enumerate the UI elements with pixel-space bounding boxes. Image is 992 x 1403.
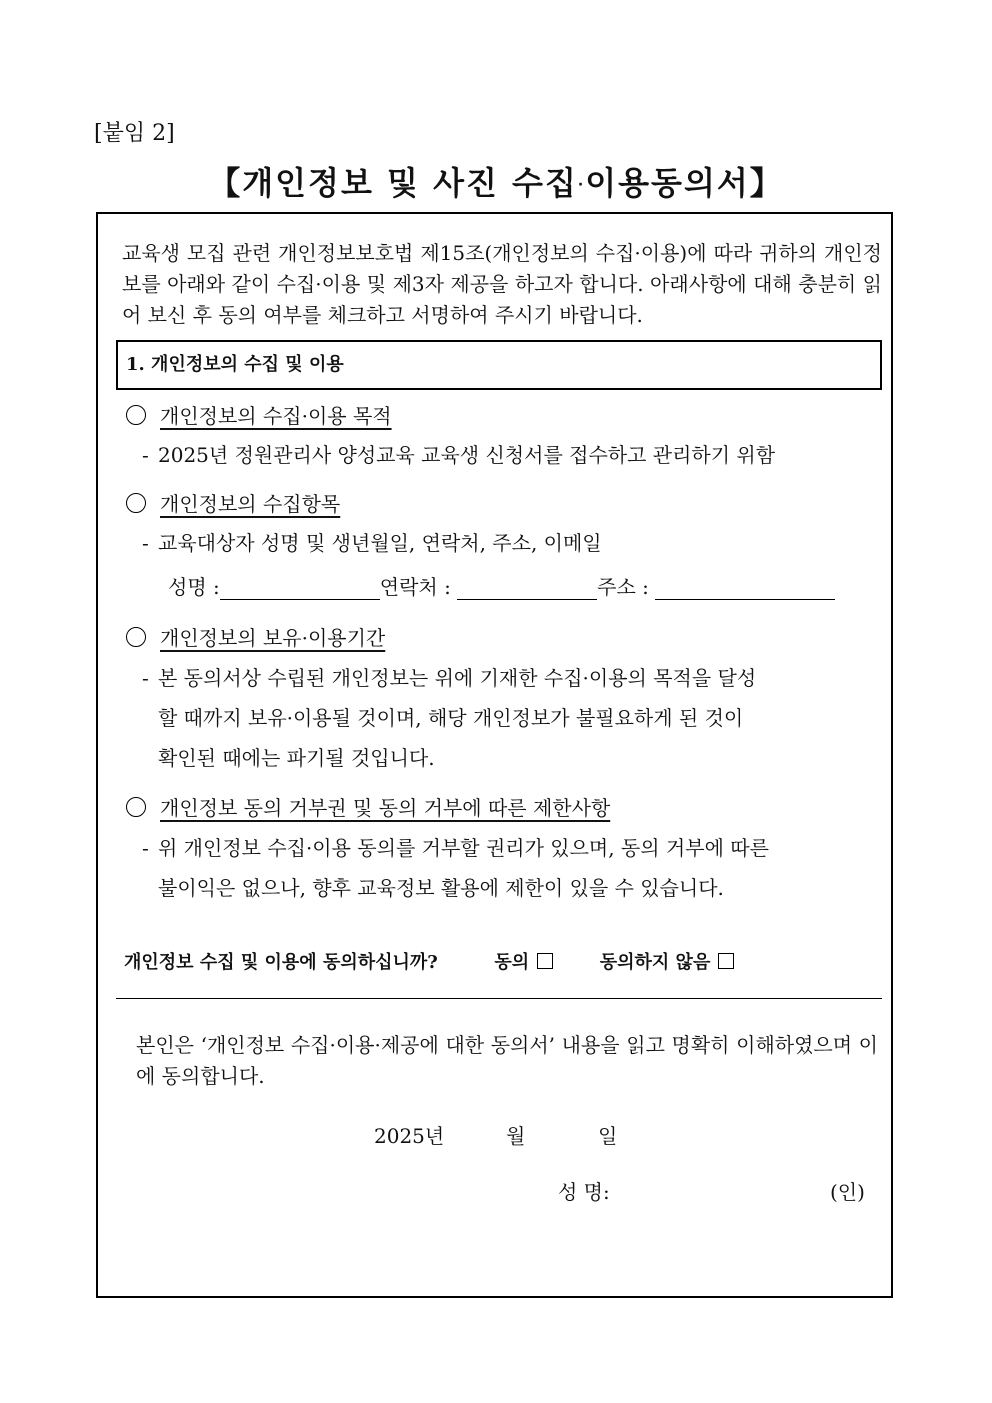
agree-checkbox[interactable]: [537, 953, 553, 969]
item-label: 개인정보의 수집·이용 목적: [160, 404, 392, 428]
detail-line: 교육대상자 성명 및 생년월일, 연락처, 주소, 이메일: [158, 531, 602, 555]
address-field-label: 주소 :: [597, 575, 649, 599]
document-title: [0, 158, 992, 204]
consent-question: [124, 948, 734, 974]
detail-line: 불이익은 없으나, 향후 교육정보 활용에 제한이 있을 수 있습니다.: [158, 876, 724, 900]
item-label: 개인정보 동의 거부권 및 동의 거부에 따른 제한사항: [160, 796, 611, 820]
attachment-label: [붙임 2]: [94, 121, 175, 146]
disagree-checkbox[interactable]: [718, 953, 734, 969]
date-day[interactable]: 일: [598, 1124, 618, 1148]
item-retention: [126, 622, 385, 651]
question-text: 개인정보 수집 및 이용에 동의하십니까?: [124, 952, 438, 973]
divider: [116, 998, 882, 999]
contact-field-line[interactable]: [457, 577, 597, 600]
detail-line: 위 개인정보 수집·이용 동의를 거부할 권리가 있으며, 동의 거부에 따른: [158, 836, 769, 860]
title-part1: 【개인정보 및 사진 수집: [208, 164, 578, 202]
circle-bullet-icon: [126, 493, 146, 513]
date-year: 2025년: [374, 1124, 445, 1148]
form-frame: [96, 212, 893, 1298]
item-refusal-rights: [126, 792, 610, 821]
signature-label: 성 명:: [558, 1180, 610, 1204]
seal-mark[interactable]: (인): [830, 1180, 865, 1204]
detail-line: 할 때까지 보유·이용될 것이며, 해당 개인정보가 불필요하게 된 것이: [158, 706, 744, 730]
item-collected-fields-detail: - 교육대상자 성명 및 생년월일, 연락처, 주소, 이메일: [142, 531, 602, 555]
section-heading: 1. 개인정보의 수집 및 이용: [116, 340, 882, 390]
name-field-line[interactable]: [220, 577, 380, 600]
detail-line: 본 동의서상 수립된 개인정보는 위에 기재한 수집·이용의 목적을 달성: [158, 666, 757, 690]
item-retention-detail: - 본 동의서상 수립된 개인정보는 위에 기재한 수집·이용의 목적을 달성 할 때까지 보유·이용될 것이며, 해당 개인정보가 불필요하게 된 것이 확인된 때에는 파기될 것입니다.: [142, 666, 757, 770]
agree-option-label: 동의: [494, 952, 530, 973]
circle-bullet-icon: [126, 405, 146, 425]
title-separator: ·: [577, 177, 586, 193]
title-part2: 이용동의서】: [585, 164, 784, 202]
contact-field-label: 연락처 :: [379, 575, 451, 599]
detail-line: 확인된 때에는 파기될 것입니다.: [158, 746, 435, 770]
item-refusal-rights-detail: - 위 개인정보 수집·이용 동의를 거부할 권리가 있으며, 동의 거부에 따른 불이익은 없으나, 향후 교육정보 활용에 제한이 있을 수 있습니다.: [142, 836, 769, 900]
item-label: 개인정보의 보유·이용기간: [160, 626, 386, 650]
intro-paragraph: 교육생 모집 관련 개인정보보호법 제15조(개인정보의 수집·이용)에 따라 귀하의 개인정보를 아래와 같이 수집·이용 및 제3자 제공을 하고자 합니다. 아래사항에 대해 충분히 읽어 보신 후 동의 여부를 체크하고 서명하여 주시기 바랍니다.: [122, 241, 882, 327]
consent-statement: 본인은 ‘개인정보 수집·이용·제공에 대한 동의서’ 내용을 읽고 명확히 이해하였으며 이에 동의합니다.: [136, 1033, 878, 1088]
date-month[interactable]: 월: [506, 1124, 526, 1148]
circle-bullet-icon: [126, 627, 146, 647]
circle-bullet-icon: [126, 797, 146, 817]
disagree-option-label: 동의하지 않음: [599, 952, 711, 973]
item-purpose: [126, 400, 392, 429]
fill-in-fields: [168, 571, 835, 600]
item-purpose-detail: - 2025년 정원관리사 양성교육 교육생 신청서를 접수하고 관리하기 위함: [142, 443, 776, 467]
item-label: 개인정보의 수집항목: [160, 492, 341, 516]
detail-line: 2025년 정원관리사 양성교육 교육생 신청서를 접수하고 관리하기 위함: [158, 443, 776, 467]
address-field-line[interactable]: [655, 577, 835, 600]
name-field-label: 성명 :: [168, 575, 220, 599]
item-collected-fields: [126, 488, 340, 517]
